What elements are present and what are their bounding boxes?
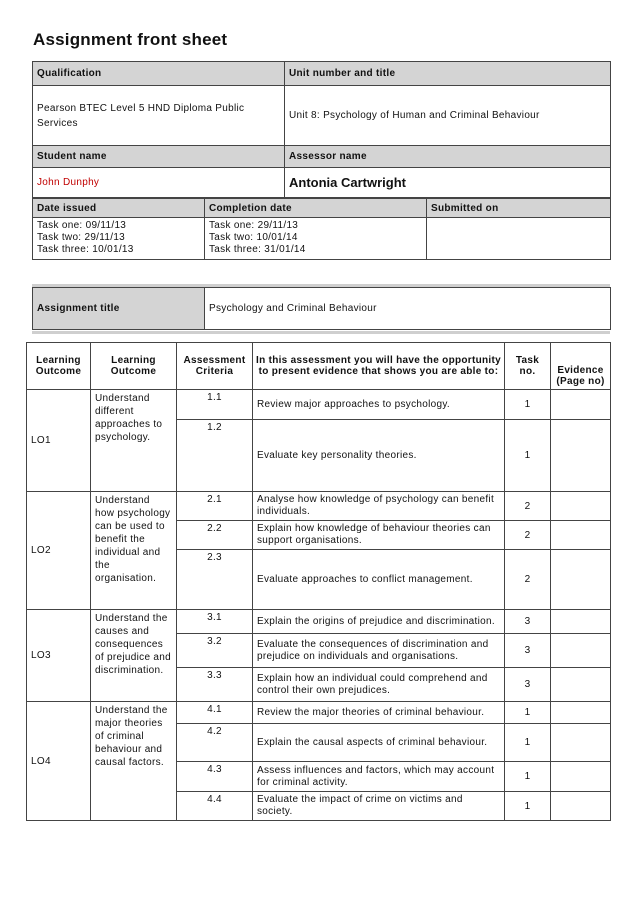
evidence-page-cell (551, 668, 611, 702)
learning-outcome-description: Understand different approaches to psychology. (91, 390, 177, 492)
submitted-on-label: Submitted on (427, 199, 611, 218)
learning-outcome-code: LO3 (27, 610, 91, 702)
criteria-id: 1.2 (177, 420, 253, 492)
date-issued-value (33, 218, 205, 260)
learning-outcome-code: LO4 (27, 702, 91, 821)
qualification-table (32, 61, 611, 198)
completion-task-one: Task one: 29/11/13 (209, 220, 299, 231)
criteria-statement: Evaluate the consequences of discrimination and prejudice on individuals and organisations. (253, 634, 505, 668)
criteria-statement: Analyse how knowledge of psychology can benefit individuals. (253, 492, 505, 521)
table-row (27, 702, 611, 724)
col-header-statement: In this assessment you will have the opportunity to present evidence that shows you are able to: (253, 343, 505, 390)
criteria-statement: Review major approaches to psychology. (253, 390, 505, 420)
qualification-label: Qualification (33, 62, 285, 86)
completion-task-three: Task three: 31/01/14 (209, 244, 306, 255)
submitted-on-value (427, 218, 611, 260)
table-row (27, 390, 611, 420)
completion-task-two: Task two: 10/01/14 (209, 232, 298, 243)
task-number: 1 (505, 390, 551, 420)
section-divider (32, 331, 610, 334)
date-issued-task-three: Task three: 10/01/13 (37, 244, 134, 255)
task-number: 1 (505, 792, 551, 821)
criteria-id: 4.4 (177, 792, 253, 821)
learning-outcome-code: LO1 (27, 390, 91, 492)
qualification-value: Pearson BTEC Level 5 HND Diploma Public Services (33, 86, 285, 146)
evidence-page-cell (551, 610, 611, 634)
task-number: 1 (505, 762, 551, 792)
criteria-id: 2.2 (177, 521, 253, 550)
student-name-value: John Dunphy (33, 168, 285, 198)
task-number: 2 (505, 492, 551, 521)
table-row (27, 492, 611, 521)
evidence-page-cell (551, 762, 611, 792)
task-number: 2 (505, 550, 551, 610)
task-number: 1 (505, 702, 551, 724)
completion-date-label: Completion date (205, 199, 427, 218)
evidence-page-cell (551, 492, 611, 521)
criteria-statement: Evaluate key personality theories. (253, 420, 505, 492)
date-issued-task-one: Task one: 09/11/13 (37, 220, 127, 231)
assessor-name-label: Assessor name (285, 146, 611, 168)
assignment-title-label: Assignment title (33, 288, 205, 330)
criteria-id: 2.1 (177, 492, 253, 521)
evidence-page-cell (551, 702, 611, 724)
assessor-name-value: Antonia Cartwright (285, 168, 611, 198)
criteria-table (26, 342, 611, 821)
criteria-statement: Evaluate approaches to conflict management. (253, 550, 505, 610)
task-number: 1 (505, 724, 551, 762)
learning-outcome-description: Understand how psychology can be used to benefit the individual and the organisation. (91, 492, 177, 610)
col-header-evidence: Evidence (Page no) (551, 343, 611, 390)
assignment-title-value: Psychology and Criminal Behaviour (205, 288, 611, 330)
learning-outcome-description: Understand the causes and consequences of prejudice and discrimination. (91, 610, 177, 702)
evidence-page-cell (551, 550, 611, 610)
col-header-learning-outcome: Learning Outcome (27, 343, 91, 390)
table-row (27, 610, 611, 634)
evidence-page-cell (551, 792, 611, 821)
criteria-statement: Explain how knowledge of behaviour theories can support organisations. (253, 521, 505, 550)
criteria-id: 3.2 (177, 634, 253, 668)
criteria-id: 2.3 (177, 550, 253, 610)
date-issued-task-two: Task two: 29/11/13 (37, 232, 126, 243)
col-header-assessment-criteria: Assessment Criteria (177, 343, 253, 390)
task-number: 3 (505, 668, 551, 702)
learning-outcome-code: LO2 (27, 492, 91, 610)
criteria-statement: Explain the origins of prejudice and discrimination. (253, 610, 505, 634)
task-number: 3 (505, 610, 551, 634)
criteria-statement: Review the major theories of criminal behaviour. (253, 702, 505, 724)
evidence-page-cell (551, 521, 611, 550)
criteria-statement: Evaluate the impact of crime on victims and society. (253, 792, 505, 821)
criteria-statement: Explain the causal aspects of criminal behaviour. (253, 724, 505, 762)
evidence-page-cell (551, 634, 611, 668)
assignment-table (32, 287, 611, 330)
criteria-id: 1.1 (177, 390, 253, 420)
student-name-label: Student name (33, 146, 285, 168)
criteria-id: 4.2 (177, 724, 253, 762)
learning-outcome-description: Understand the major theories of criminal behaviour and causal factors. (91, 702, 177, 821)
criteria-id: 4.1 (177, 702, 253, 724)
task-number: 2 (505, 521, 551, 550)
criteria-id: 3.3 (177, 668, 253, 702)
criteria-id: 4.3 (177, 762, 253, 792)
page-title: Assignment front sheet (33, 30, 228, 49)
criteria-statement: Explain how an individual could comprehend and control their own prejudices. (253, 668, 505, 702)
completion-date-value (205, 218, 427, 260)
dates-table (32, 198, 611, 260)
criteria-id: 3.1 (177, 610, 253, 634)
task-number: 3 (505, 634, 551, 668)
evidence-page-cell (551, 724, 611, 762)
evidence-page-cell (551, 420, 611, 492)
col-header-learning-outcome-desc: Learning Outcome (91, 343, 177, 390)
evidence-page-cell (551, 390, 611, 420)
unit-label: Unit number and title (285, 62, 611, 86)
task-number: 1 (505, 420, 551, 492)
criteria-statement: Assess influences and factors, which may account for criminal activity. (253, 762, 505, 792)
date-issued-label: Date issued (33, 199, 205, 218)
col-header-task-no: Task no. (505, 343, 551, 390)
unit-value: Unit 8: Psychology of Human and Criminal Behaviour (285, 86, 611, 146)
